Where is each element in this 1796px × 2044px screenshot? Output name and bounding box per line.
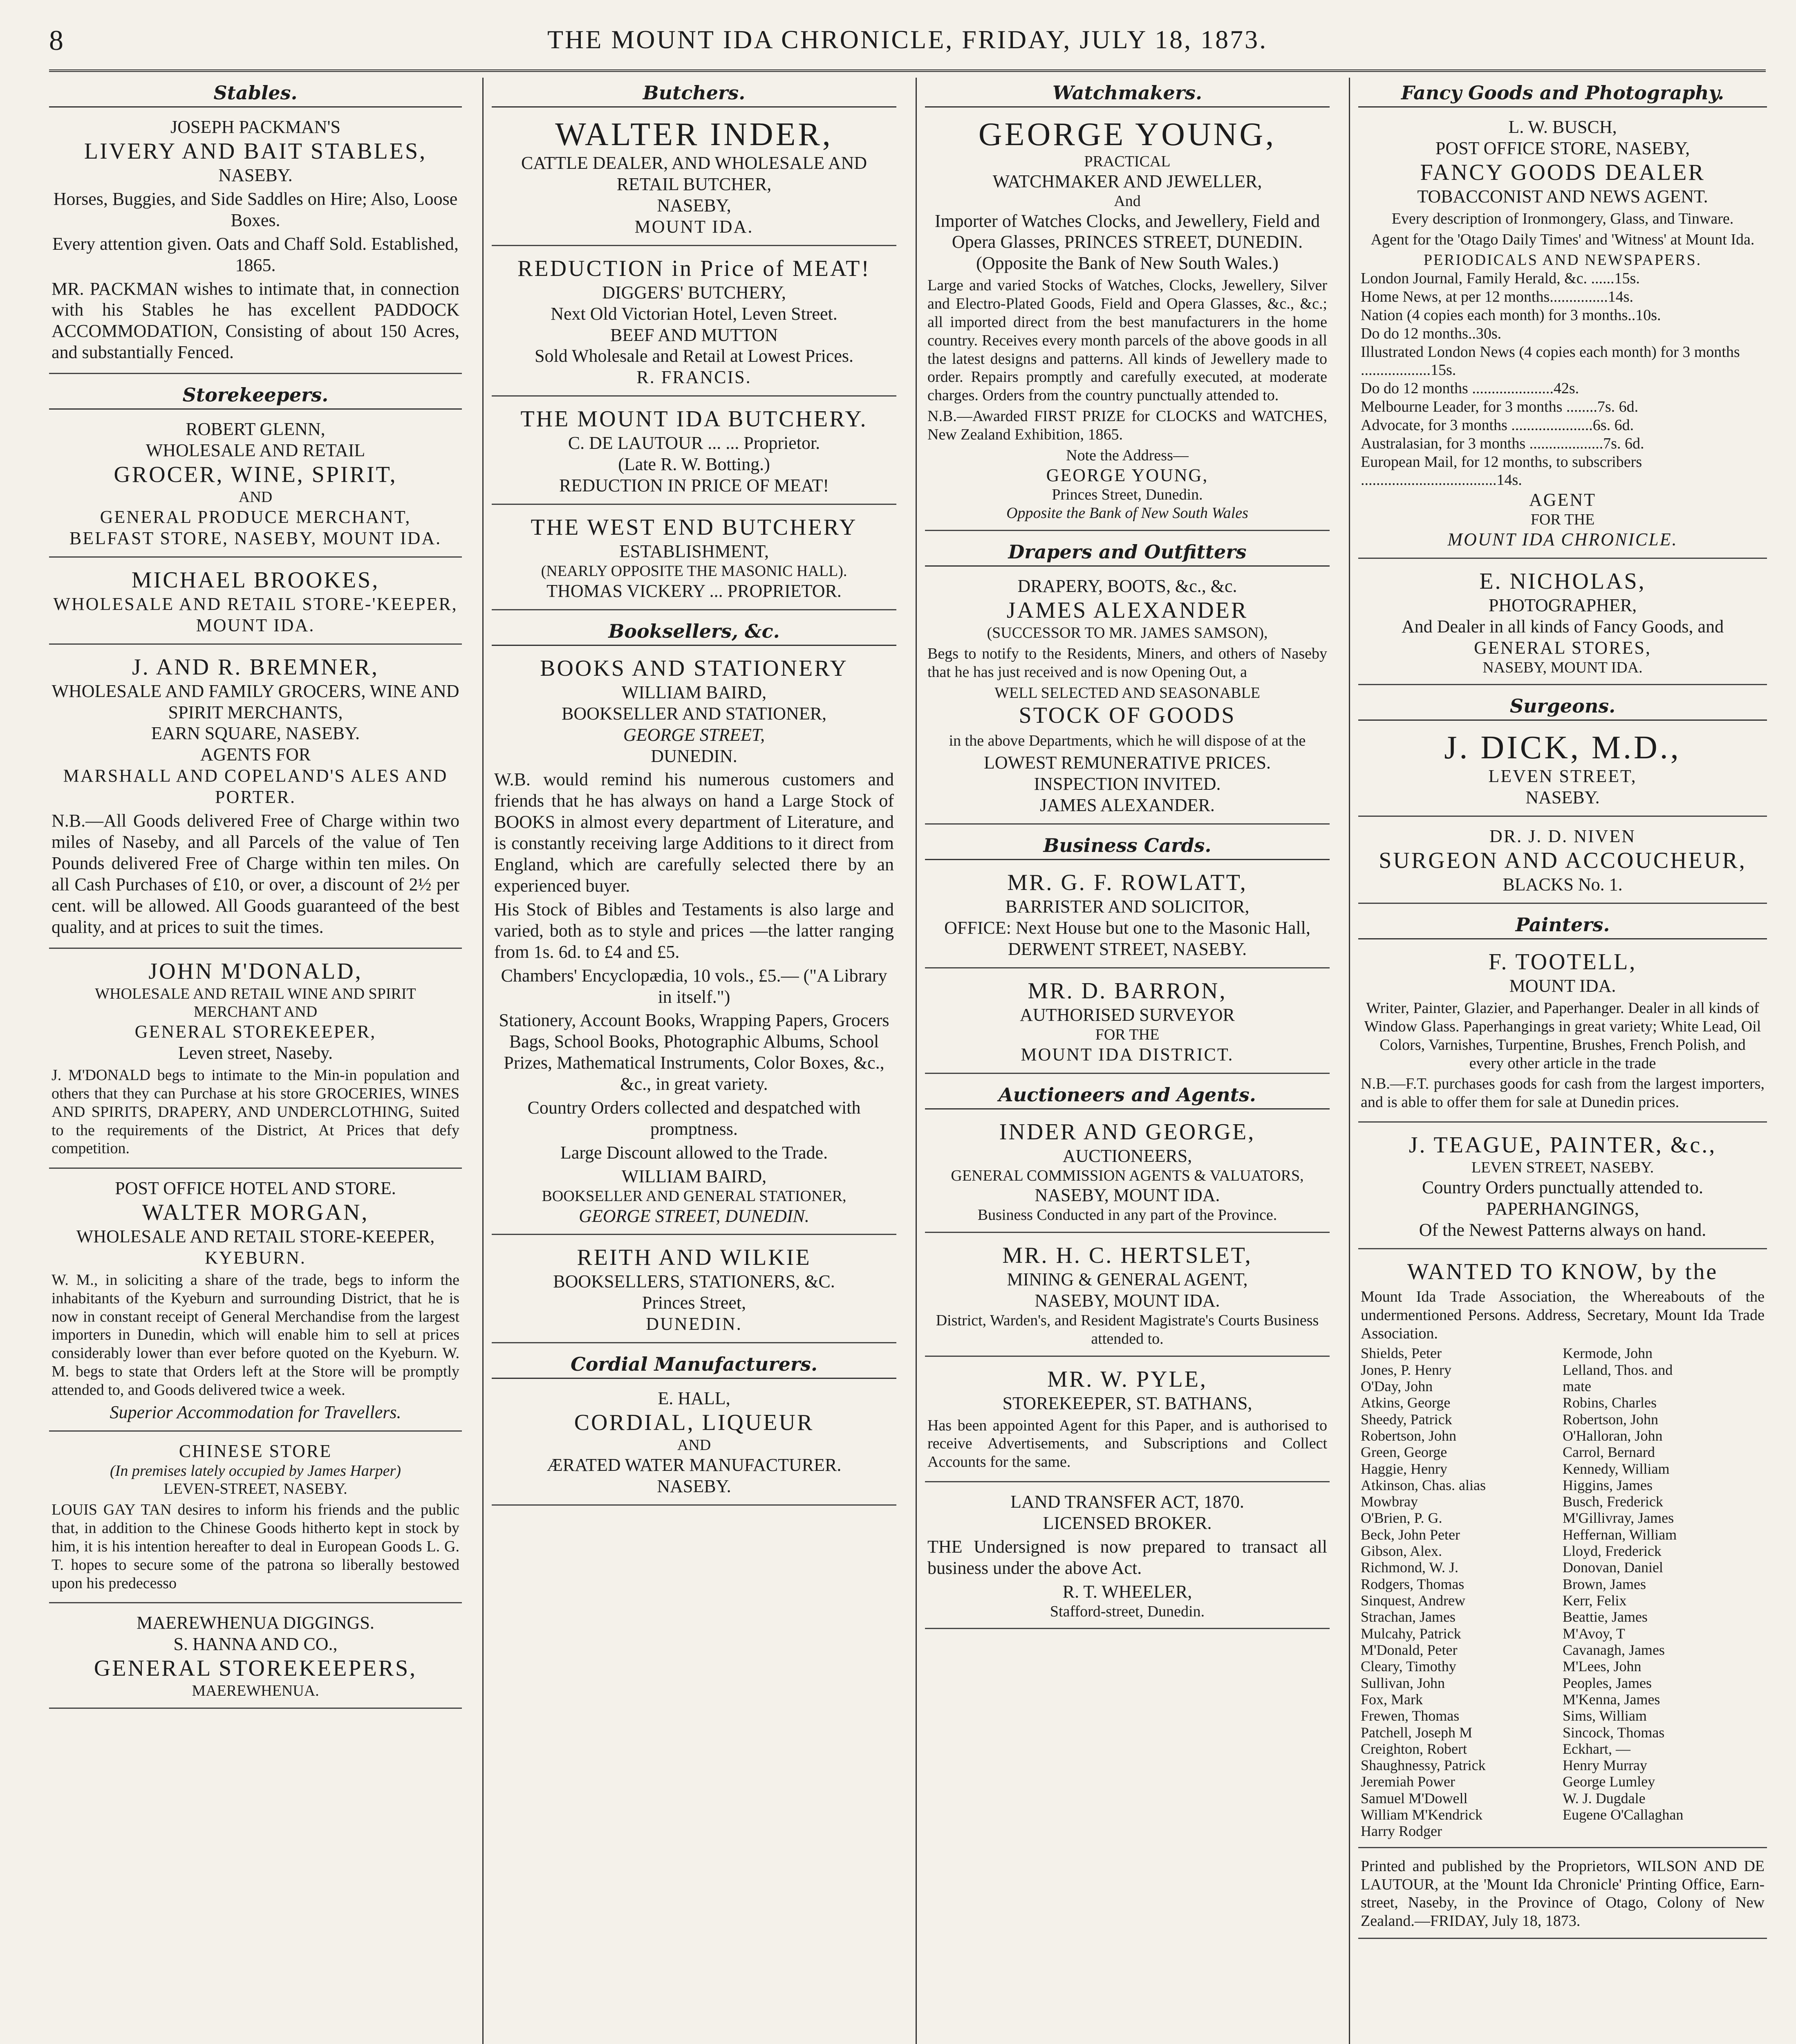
ad-text: BEEF AND MUTTON bbox=[610, 325, 778, 345]
wanted-person-name: Gibson, Alex. bbox=[1361, 1543, 1442, 1560]
ad-title: J. AND R. BREMNER, bbox=[132, 654, 379, 680]
ad-name: L. W. BUSCH, bbox=[1508, 117, 1617, 137]
ad-text: KYEBURN. bbox=[205, 1248, 306, 1268]
wanted-person-name: Sinquest, Andrew bbox=[1361, 1592, 1465, 1609]
ad-title: JAMES ALEXANDER bbox=[1006, 598, 1248, 623]
ad-text: THE Undersigned is now prepared to transact all business under the above Act. bbox=[927, 1536, 1327, 1578]
ad-name: ROBERT GLENN, bbox=[186, 419, 325, 439]
ad-text: BOOKSELLERS, STATIONERS, &C. bbox=[553, 1271, 835, 1292]
ad-text: DUNEDIN. bbox=[646, 1314, 742, 1334]
wanted-person-name: O'Brien, P. G. bbox=[1361, 1510, 1442, 1526]
wanted-person-name: Henry Murray bbox=[1563, 1757, 1647, 1774]
ad-text: AND bbox=[677, 1437, 711, 1454]
wanted-person-name: Eckhart, — bbox=[1563, 1740, 1630, 1757]
ad-text: Chambers' Encyclopædia, 10 vols., £5.— ("A Library in itself.") bbox=[501, 965, 887, 1007]
ad-text: PRACTICAL bbox=[1084, 153, 1171, 170]
name-list-left bbox=[1361, 1345, 1563, 1839]
ad-text: BARRISTER AND SOLICITOR, bbox=[1005, 896, 1250, 917]
ad-text: Princes Street, Dunedin. bbox=[1052, 486, 1203, 504]
wanted-person-name: Samuel M'Dowell bbox=[1361, 1790, 1468, 1806]
ad-text: MOUNT IDA CHRONICLE. bbox=[1447, 529, 1678, 549]
ad-title: LIVERY AND BAIT STABLES, bbox=[84, 138, 427, 164]
ad-text: His Stock of Bibles and Testaments is also large and varied, both as to style and prices —the latter ranging from 1s. 6d. to £4 and £5. bbox=[494, 899, 894, 962]
ad-text: PHOTOGRAPHER, bbox=[1488, 595, 1637, 615]
column-3 bbox=[916, 78, 1330, 2044]
ad-text: C. DE LAUTOUR ... ... Proprietor. bbox=[568, 433, 820, 453]
ad-text: Superior Accommodation for Travellers. bbox=[110, 1402, 401, 1422]
wanted-person-name: Strachan, James bbox=[1361, 1609, 1456, 1625]
wanted-person-name: William M'Kendrick bbox=[1361, 1806, 1482, 1823]
ad-title: FANCY GOODS DEALER bbox=[1420, 159, 1705, 185]
wanted-person-name: M'Gillivray, James bbox=[1563, 1510, 1674, 1526]
ad-west-end-butchery bbox=[492, 511, 896, 610]
ad-inder-george bbox=[925, 1115, 1330, 1233]
ad-barron bbox=[925, 974, 1330, 1074]
ad-title: JOHN M'DONALD, bbox=[148, 958, 363, 984]
wanted-person-name: M'Avoy, T bbox=[1563, 1625, 1625, 1642]
ad-title: J. TEAGUE, PAINTER, &c., bbox=[1409, 1132, 1717, 1158]
wanted-person-name: Mulcahy, Patrick bbox=[1361, 1625, 1461, 1642]
ad-text: BOOKSELLER AND GENERAL STATIONER, bbox=[542, 1187, 846, 1205]
ad-text: AUCTIONEERS, bbox=[1062, 1145, 1192, 1166]
ad-alexander bbox=[925, 572, 1330, 825]
ad-text: THOMAS VICKERY ... PROPRIETOR. bbox=[546, 580, 842, 601]
ad-text: MR. PACKMAN wishes to intimate that, in connection with his Stables he has excellent PADDOCK ACCOMMODATION, Consisting of about 150 Acres, and substantially Fenced. bbox=[52, 278, 459, 363]
wanted-person-name: W. J. Dugdale bbox=[1563, 1790, 1646, 1806]
ad-text: STOREKEEPER, ST. BATHANS, bbox=[1002, 1393, 1252, 1413]
ad-text: Country Orders punctually attended to. bbox=[1422, 1177, 1703, 1198]
ad-text: LEVEN STREET, NASEBY. bbox=[1471, 1159, 1654, 1177]
ad-text: Horses, Buggies, and Side Saddles on Hire; Also, Loose Boxes. bbox=[53, 188, 458, 230]
ad-text: NASEBY, MOUNT IDA. bbox=[1035, 1185, 1220, 1206]
ad-text: GENERAL PRODUCE MERCHANT, bbox=[100, 507, 411, 527]
ad-text: BLACKS No. 1. bbox=[1503, 874, 1623, 895]
ad-text: WATCHMAKER AND JEWELLER, bbox=[992, 171, 1262, 191]
wanted-person-name: Jeremiah Power bbox=[1361, 1773, 1455, 1790]
price-list-item: Do do 12 months .....................42s. bbox=[1361, 380, 1579, 397]
ad-text: POST OFFICE STORE, NASEBY, bbox=[1435, 138, 1690, 158]
ad-mount-ida-butchery bbox=[492, 402, 896, 505]
ad-text: BELFAST STORE, NASEBY, MOUNT IDA. bbox=[69, 528, 442, 548]
ad-text: AUTHORISED SURVEYOR bbox=[1020, 1004, 1235, 1025]
ad-text: PAPERHANGINGS, bbox=[1486, 1198, 1639, 1219]
ad-text: LEVEN STREET, bbox=[1488, 766, 1637, 787]
ad-text: (Late R. W. Botting.) bbox=[618, 454, 770, 475]
ad-busch bbox=[1358, 113, 1767, 559]
ad-text: Mount Ida Trade Association, the Whereabouts of the undermentioned Persons. Address, Secretary, Mount Ida Trade Association. bbox=[1361, 1288, 1765, 1342]
ad-text: District, Warden's, and Resident Magistrate's Courts Business attended to. bbox=[936, 1312, 1319, 1347]
ad-mdonald bbox=[49, 955, 462, 1169]
ad-title: CHINESE STORE bbox=[179, 1441, 332, 1461]
wanted-person-name: Beattie, James bbox=[1563, 1609, 1648, 1625]
ad-text: Sold Wholesale and Retail at Lowest Prices. bbox=[534, 346, 853, 366]
price-list-item: Do do 12 months..30s. bbox=[1361, 325, 1502, 342]
ad-text: POST OFFICE HOTEL AND STORE. bbox=[115, 1178, 396, 1199]
ad-text: Business Conducted in any part of the Province. bbox=[977, 1206, 1277, 1224]
ad-text: R. T. WHEELER, bbox=[1062, 1581, 1192, 1602]
ad-text: Every attention given. Oats and Chaff Sold. Established, 1865. bbox=[52, 233, 459, 275]
ad-nicholas bbox=[1358, 565, 1767, 686]
wanted-person-name: M'Lees, John bbox=[1563, 1658, 1641, 1675]
ad-text: NASEBY. bbox=[1525, 787, 1600, 808]
wanted-person-name: Lloyd, Frederick bbox=[1563, 1543, 1662, 1560]
wanted-person-name: Rodgers, Thomas bbox=[1361, 1576, 1465, 1592]
ad-text: BOOKSELLER AND STATIONER, bbox=[562, 703, 826, 724]
ad-text: FOR THE bbox=[1530, 511, 1595, 529]
section-heading-business-cards: Business Cards. bbox=[925, 830, 1330, 860]
ad-text: DIGGERS' BUTCHERY, bbox=[602, 282, 786, 303]
section-heading-watchmakers: Watchmakers. bbox=[925, 78, 1330, 108]
ad-text: WHOLESALE AND RETAIL STORE-KEEPER, bbox=[76, 1226, 435, 1247]
price-list-item: London Journal, Family Herald, &c. ......15s. bbox=[1361, 270, 1640, 287]
price-list-item: European Mail, for 12 months, to subscribers ...................................14s. bbox=[1361, 453, 1642, 489]
ad-morgan bbox=[49, 1174, 462, 1432]
ad-text: LICENSED BROKER. bbox=[1043, 1513, 1212, 1533]
ad-name: WILLIAM BAIRD, bbox=[621, 682, 767, 702]
ad-text: GEORGE STREET, bbox=[623, 724, 765, 745]
wanted-person-name: Sullivan, John bbox=[1361, 1674, 1445, 1691]
ad-text: MOUNT IDA DISTRICT. bbox=[1021, 1044, 1234, 1065]
ad-glenn bbox=[49, 415, 462, 558]
wanted-person-name: Atkinson, Chas. alias bbox=[1361, 1477, 1486, 1493]
ad-text: CATTLE DEALER, AND WHOLESALE AND RETAIL BUTCHER, bbox=[521, 153, 867, 194]
ad-name: S. HANNA AND CO., bbox=[173, 1634, 338, 1654]
ad-name: JOSEPH PACKMAN'S bbox=[170, 117, 340, 137]
ad-text: Opposite the Bank of New South Wales bbox=[1006, 504, 1248, 522]
wanted-person-name: Richmond, W. J. bbox=[1361, 1559, 1459, 1576]
ad-diggers-butchery bbox=[492, 252, 896, 397]
ad-text: And Dealer in all kinds of Fancy Goods, and bbox=[1401, 616, 1724, 637]
wanted-person-name: Haggie, Henry bbox=[1361, 1460, 1447, 1477]
ad-text: GENERAL COMMISSION AGENTS & VALUATORS, bbox=[951, 1167, 1304, 1184]
wanted-person-name: Beck, John Peter bbox=[1361, 1526, 1460, 1543]
ad-text: JAMES ALEXANDER. bbox=[1040, 795, 1215, 816]
section-heading-painters: Painters. bbox=[1358, 910, 1767, 939]
ad-text: MARSHALL AND COPELAND'S ALES AND PORTER. bbox=[63, 766, 448, 807]
wanted-person-name: Lelland, Thos. and bbox=[1563, 1361, 1673, 1378]
ad-title: E. NICHOLAS, bbox=[1479, 568, 1646, 594]
ad-title: THE MOUNT IDA BUTCHERY. bbox=[520, 406, 868, 432]
wanted-person-name: M'Donald, Peter bbox=[1361, 1641, 1458, 1658]
ad-text: Large Discount allowed to the Trade. bbox=[560, 1142, 828, 1163]
ad-text: WHOLESALE AND RETAIL WINE AND SPIRIT MERCHANT AND bbox=[95, 985, 416, 1021]
wanted-person-name: mate bbox=[1563, 1378, 1591, 1394]
wanted-person-name: O'Halloran, John bbox=[1563, 1427, 1663, 1444]
ad-text: WHOLESALE AND FAMILY GROCERS, WINE AND SPIRIT MERCHANTS, bbox=[52, 681, 459, 722]
column-1 bbox=[49, 78, 462, 2044]
imprint: Printed and published by the Proprietors, WILSON AND DE LAUTOUR, at the 'Mount Ida Chronicle' Printing Office, Earn-street, Naseby, in the Province of Otago, Colony of New Zealand.—FRIDAY, July 18, 1873. bbox=[1358, 1854, 1767, 1939]
wanted-person-name: Green, George bbox=[1361, 1444, 1447, 1461]
wanted-person-name: Shaughnessy, Patrick bbox=[1361, 1757, 1486, 1774]
page-number: 8 bbox=[49, 25, 63, 56]
ad-text: MOUNT IDA. bbox=[634, 216, 754, 237]
ad-text: (NEARLY OPPOSITE THE MASONIC HALL). bbox=[541, 563, 847, 580]
section-heading-auctioneers: Auctioneers and Agents. bbox=[925, 1080, 1330, 1109]
ad-title: INDER AND GEORGE, bbox=[999, 1119, 1256, 1145]
ad-title: MR. H. C. HERTSLET, bbox=[1002, 1243, 1252, 1269]
wanted-person-name: Carrol, Bernard bbox=[1563, 1444, 1655, 1461]
newspaper-page bbox=[49, 16, 1766, 2044]
column-2 bbox=[482, 78, 896, 2044]
ad-text: DERWENT STREET, NASEBY. bbox=[1008, 939, 1247, 959]
ad-text: R. FRANCIS. bbox=[636, 367, 752, 388]
wanted-person-name: Robertson, John bbox=[1361, 1427, 1456, 1444]
ad-text: GENERAL STORES, bbox=[1474, 637, 1651, 658]
price-list bbox=[1361, 269, 1765, 489]
ad-text: Note the Address— bbox=[1066, 446, 1189, 464]
wanted-person-name: Frewen, Thomas bbox=[1361, 1708, 1460, 1724]
ad-text: WELL SELECTED AND SEASONABLE bbox=[994, 684, 1260, 702]
wanted-person-name: Sims, William bbox=[1563, 1708, 1647, 1724]
ad-text: FOR THE bbox=[1095, 1026, 1160, 1043]
ad-title: J. DICK, M.D., bbox=[1444, 730, 1681, 766]
wanted-person-name: Patchell, Joseph M bbox=[1361, 1724, 1472, 1741]
ad-packman bbox=[49, 113, 462, 374]
ad-teague bbox=[1358, 1128, 1767, 1249]
ad-title: MR. G. F. ROWLATT, bbox=[1007, 870, 1247, 896]
ad-text: Princes Street, bbox=[642, 1293, 746, 1313]
ad-title: MICHAEL BROOKES, bbox=[131, 567, 380, 593]
ad-text: W. M., in soliciting a share of the trade, begs to inform the inhabitants of the Kyeburn and surrounding District, that he is now in constant receipt of General Merchandise from the largest importers in Dunedin, which will enable him to sell at prices considerably lower than ever before quoted on the Kyeburn. W. M. begs to state that Orders left at the Store will be promptly attended to, and Goods delivered twice a week. bbox=[52, 1271, 459, 1399]
ad-text: J. M'DONALD begs to intimate to the Min-in population and others that they can Purchase at his store GROCERIES, WINES AND SPIRITS, DRAPERY, AND UNDERCLOTHING, Suited to the requirements of the District, At Prices that defy competition. bbox=[52, 1067, 459, 1157]
ad-text: Has been appointed Agent for this Paper, and is authorised to receive Advertisements, and Subscriptions and Collect Accounts for the same. bbox=[927, 1416, 1327, 1471]
ad-text: ÆRATED WATER MANUFACTURER. bbox=[546, 1455, 842, 1475]
name-list-right bbox=[1563, 1345, 1765, 1839]
ad-text: MOUNT IDA. bbox=[1509, 976, 1616, 996]
ad-text: ESTABLISHMENT, bbox=[619, 541, 769, 562]
ad-tootell bbox=[1358, 945, 1767, 1123]
wanted-person-name: Kennedy, William bbox=[1563, 1460, 1670, 1477]
ad-title: CORDIAL, LIQUEUR bbox=[574, 1410, 814, 1436]
ad-hall bbox=[492, 1385, 896, 1506]
ad-text: GEORGE STREET, DUNEDIN. bbox=[579, 1206, 809, 1226]
ad-hertslet bbox=[925, 1239, 1330, 1357]
ad-text: NASEBY, MOUNT IDA. bbox=[1035, 1291, 1220, 1311]
ad-text: N.B.—F.T. purchases goods for cash from the largest importers, and is able to offer them for sale at Dunedin prices. bbox=[1361, 1075, 1765, 1111]
ad-text: in the above Departments, which he will dispose of at the bbox=[949, 732, 1306, 749]
ad-text: NASEBY, bbox=[657, 195, 731, 215]
section-heading-storekeepers: Storekeepers. bbox=[49, 380, 462, 410]
wanted-person-name: Fox, Mark bbox=[1361, 1691, 1423, 1708]
ad-text: (SUCCESSOR TO MR. JAMES SAMSON), bbox=[987, 624, 1268, 642]
ad-title: REDUCTION in Price of MEAT! bbox=[517, 256, 871, 281]
ad-rowlatt bbox=[925, 866, 1330, 968]
wanted-person-name: Kermode, John bbox=[1563, 1345, 1653, 1362]
ad-text: WILLIAM BAIRD, bbox=[621, 1166, 767, 1186]
ad-text: EARN SQUARE, NASEBY. bbox=[151, 723, 360, 744]
ad-text: MINING & GENERAL AGENT, bbox=[1007, 1269, 1248, 1290]
wanted-person-name: Atkins, George bbox=[1361, 1394, 1451, 1411]
wanted-person-name: Peoples, James bbox=[1563, 1674, 1652, 1691]
ad-text: DUNEDIN. bbox=[651, 746, 737, 766]
ad-text: Large and varied Stocks of Watches, Clocks, Jewellery, Silver and Electro-Plated Goods, Field and Opera Glasses, &c., &c.; all imported direct from the best manufacturers in the home country. Receives every month parcels of the above goods in all the latest designs and patterns. All kinds of Jewellery made to order. Repairs promptly and carefully executed, at moderate charges. Orders from the country punctually attended to. bbox=[927, 277, 1327, 404]
wanted-person-name: M'Kenna, James bbox=[1563, 1691, 1660, 1708]
ad-text: LOWEST REMUNERATIVE PRICES. bbox=[984, 753, 1271, 773]
wanted-person-name: Creighton, Robert bbox=[1361, 1740, 1467, 1757]
ad-text: AGENTS FOR bbox=[200, 744, 311, 765]
section-heading-booksellers: Booksellers, &c. bbox=[492, 616, 896, 646]
ad-text: WHOLESALE AND RETAIL STORE-'KEEPER, bbox=[53, 594, 458, 614]
ad-title: REITH AND WILKIE bbox=[577, 1245, 811, 1271]
ad-text: NASEBY. bbox=[657, 1476, 731, 1496]
section-heading-drapers: Drapers and Outfitters bbox=[925, 537, 1330, 567]
section-heading-butchers: Butchers. bbox=[492, 78, 896, 108]
ad-text: Stationery, Account Books, Wrapping Papers, Grocers Bags, School Books, Photographic Albums, School Prizes, Mathematical Instruments, Color Boxes, &c., &c., in great variety. bbox=[499, 1010, 889, 1094]
wanted-person-name: Eugene O'Callaghan bbox=[1563, 1806, 1684, 1823]
ad-reith-wilkie bbox=[492, 1241, 896, 1343]
ad-text: DRAPERY, BOOTS, &c., &c. bbox=[1017, 576, 1237, 596]
section-heading-surgeons: Surgeons. bbox=[1358, 691, 1767, 721]
price-list-item: Melbourne Leader, for 3 months ........7s. 6d. bbox=[1361, 398, 1639, 416]
name-list bbox=[1361, 1345, 1765, 1839]
ad-young bbox=[925, 113, 1330, 531]
wanted-person-name: Cleary, Timothy bbox=[1361, 1658, 1456, 1675]
section-heading-stables: Stables. bbox=[49, 78, 462, 108]
ad-text: NASEBY, MOUNT IDA. bbox=[1482, 659, 1643, 676]
ad-text: REDUCTION IN PRICE OF MEAT! bbox=[559, 475, 829, 496]
wanted-person-name: Donovan, Daniel bbox=[1563, 1559, 1663, 1576]
ad-text: OFFICE: Next House but one to the Masonic Hall, bbox=[944, 918, 1310, 938]
price-list-item: Nation (4 copies each month) for 3 months..10s. bbox=[1361, 306, 1661, 324]
ad-text: Of the Newest Patterns always on hand. bbox=[1419, 1219, 1706, 1240]
ad-text: Stafford-street, Dunedin. bbox=[1050, 1602, 1205, 1620]
ad-wanted-to-know bbox=[1358, 1255, 1767, 1848]
ad-title: MR. W. PYLE, bbox=[1047, 1366, 1207, 1392]
ad-hanna bbox=[49, 1609, 462, 1709]
ad-text: INSPECTION INVITED. bbox=[1034, 774, 1221, 794]
ad-text: N.B.—Awarded FIRST PRIZE for CLOCKS and WATCHES, New Zealand Exhibition, 1865. bbox=[927, 408, 1327, 443]
ad-text: WHOLESALE AND RETAIL bbox=[146, 440, 365, 461]
ad-text: LAND TRANSFER ACT, 1870. bbox=[1010, 1492, 1244, 1512]
ad-title: GEORGE YOUNG, bbox=[978, 117, 1276, 152]
ad-text: W.B. would remind his numerous customers and friends that he has always on hand a Large Stock of BOOKS in almost every department of Literature, and is constantly receiving large Additions to it direct from England, which are carefully selected there by an experienced buyer. bbox=[494, 769, 894, 896]
ad-text: MAEREWHENUA DIGGINGS. bbox=[137, 1613, 374, 1633]
ad-title: SURGEON AND ACCOUCHEUR, bbox=[1379, 848, 1747, 874]
ad-niven bbox=[1358, 823, 1767, 904]
ad-text: LEVEN-STREET, NASEBY. bbox=[163, 1480, 347, 1498]
ad-text: Agent for the 'Otago Daily Times' and 'Witness' at Mount Ida. bbox=[1371, 231, 1755, 248]
ad-title: GROCER, WINE, SPIRIT, bbox=[114, 462, 397, 487]
price-list-item: Illustrated London News (4 copies each month) for 3 months ..................15s. bbox=[1361, 343, 1740, 379]
ad-name: DR. J. D. NIVEN bbox=[1489, 826, 1636, 847]
ad-title: THE WEST END BUTCHERY bbox=[531, 515, 858, 540]
ad-text: TOBACCONIST AND NEWS AGENT. bbox=[1417, 186, 1708, 206]
masthead bbox=[49, 16, 1766, 72]
ad-title: WALTER INDER, bbox=[555, 117, 833, 152]
price-list-item: Advocate, for 3 months .....................6s. 6d. bbox=[1361, 416, 1634, 434]
ad-title: WALTER MORGAN, bbox=[142, 1200, 369, 1226]
ad-inder bbox=[492, 113, 896, 246]
ad-text: GEORGE YOUNG, bbox=[1046, 465, 1209, 485]
ad-text: And bbox=[1114, 192, 1141, 210]
ad-text: (In premises lately occupied by James Harper) bbox=[110, 1462, 401, 1479]
wanted-person-name: Sheedy, Patrick bbox=[1361, 1411, 1452, 1428]
wanted-person-name: Higgins, James bbox=[1563, 1477, 1653, 1493]
ad-title: WANTED TO KNOW, by the bbox=[1407, 1259, 1718, 1284]
ad-bremner bbox=[49, 650, 462, 949]
ad-text: Leven street, Naseby. bbox=[178, 1043, 333, 1063]
ad-text: AND bbox=[238, 489, 273, 506]
ad-name: E. HALL, bbox=[658, 1388, 730, 1409]
ad-text: MOUNT IDA. bbox=[196, 615, 315, 635]
wanted-person-name: Brown, James bbox=[1563, 1576, 1646, 1592]
wanted-person-name: Harry Rodger bbox=[1361, 1823, 1442, 1840]
ad-text: Writer, Painter, Glazier, and Paperhanger. Dealer in all kinds of Window Glass. Paperhangings in great variety; White Lead, Oil Colors, Varnishes, Turpentine, Brushes, French Polish, and every other article in the trade bbox=[1364, 1000, 1761, 1072]
ad-text: Next Old Victorian Hotel, Leven Street. bbox=[551, 303, 838, 324]
ad-text: Every description of Ironmongery, Glass, and Tinware. bbox=[1391, 210, 1734, 227]
ad-title: GENERAL STOREKEEPERS, bbox=[94, 1656, 417, 1681]
ad-pyle bbox=[925, 1363, 1330, 1482]
price-list-item: Home News, at per 12 months...............14s. bbox=[1361, 288, 1634, 306]
ad-title: MR. D. BARRON, bbox=[1028, 978, 1227, 1004]
wanted-person-name: O'Day, John bbox=[1361, 1378, 1433, 1394]
section-heading-fancy-goods: Fancy Goods and Photography. bbox=[1358, 78, 1767, 108]
ad-brookes bbox=[49, 563, 462, 645]
ad-title: F. TOOTELL, bbox=[1488, 949, 1637, 975]
ad-chinese-store bbox=[49, 1437, 462, 1604]
ad-text: AGENT bbox=[1529, 490, 1597, 510]
wanted-person-name: Jones, P. Henry bbox=[1361, 1361, 1451, 1378]
ad-text: LOUIS GAY TAN desires to inform his friends and the public that, in addition to the Chinese Goods hitherto kept in stock by him, it is his intention hereafter to deal in European Goods L. G. T. hopes to secure some of the patrona so liberally bestowed upon his predecesso bbox=[52, 1501, 459, 1592]
wanted-person-name: Busch, Frederick bbox=[1563, 1493, 1663, 1510]
wanted-person-name: Robins, Charles bbox=[1563, 1394, 1657, 1411]
ad-text: MAEREWHENUA. bbox=[192, 1682, 319, 1700]
ad-text: GENERAL STOREKEEPER, bbox=[134, 1022, 376, 1042]
wanted-person-name: Kerr, Felix bbox=[1563, 1592, 1627, 1609]
ad-place: NASEBY. bbox=[218, 165, 293, 185]
ad-text: Country Orders collected and despatched with promptness. bbox=[527, 1098, 861, 1139]
ad-text: Begs to notify to the Residents, Miners, and others of Naseby that he has just received and is now Opening Out, a bbox=[927, 645, 1327, 681]
ad-title: BOOKS AND STATIONERY bbox=[540, 655, 848, 681]
ad-text: Importer of Watches Clocks, and Jewellery, Field and Opera Glasses, PRINCES STREET, DUNEDIN. (Opposite the Bank of New South Wales.) bbox=[934, 211, 1320, 273]
masthead-title: THE MOUNT IDA CHRONICLE, FRIDAY, JULY 18, 1873. bbox=[547, 25, 1268, 54]
wanted-person-name: Shields, Peter bbox=[1361, 1345, 1442, 1362]
ad-baird bbox=[492, 652, 896, 1235]
ad-text: PERIODICALS AND NEWSPAPERS. bbox=[1423, 251, 1702, 269]
wanted-person-name: Robertson, John bbox=[1563, 1411, 1658, 1428]
wanted-person-name: Cavanagh, James bbox=[1563, 1641, 1665, 1658]
section-heading-cordial: Cordial Manufacturers. bbox=[492, 1349, 896, 1379]
wanted-person-name: Sincock, Thomas bbox=[1563, 1724, 1665, 1741]
wanted-person-name: Mowbray bbox=[1361, 1493, 1418, 1510]
wanted-person-name: Heffernan, William bbox=[1563, 1526, 1677, 1543]
ad-text: STOCK OF GOODS bbox=[1019, 703, 1236, 728]
price-list-item: Australasian, for 3 months ...................7s. 6d. bbox=[1361, 435, 1644, 452]
column-4 bbox=[1349, 78, 1767, 2044]
ad-dick bbox=[1358, 726, 1767, 817]
wanted-person-name: George Lumley bbox=[1563, 1773, 1655, 1790]
ad-text: N.B.—All Goods delivered Free of Charge within two miles of Naseby, and all Parcels of the value of Ten Pounds delivered Free of Charge within ten miles. On all Cash Purchases of £10, or over, a discount of 2½ per cent. will be allowed. All Goods guaranteed of the best quality, and at prices to suit the times. bbox=[52, 811, 459, 937]
ad-wheeler bbox=[925, 1488, 1330, 1629]
